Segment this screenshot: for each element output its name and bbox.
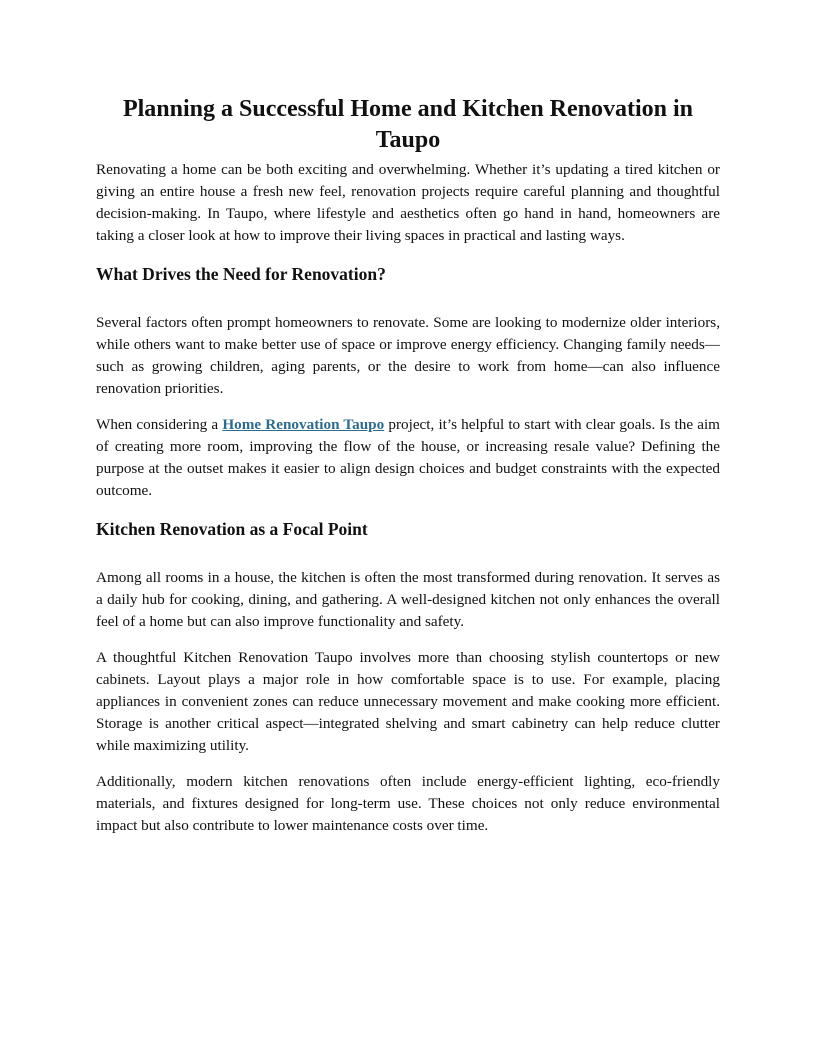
kitchen-layout-paragraph: A thoughtful Kitchen Renovation Taupo involves more than choosing stylish countertops or new cabinets. Layout plays a major role in how comfortable space is to use. For example, placing appliances in convenient zones can reduce unnecessary movement and make cooking more efficient. Storage is another critical aspect—integrated shelving and smart cabinetry can help reduce clutter while maximizing utility. — [96, 649, 720, 754]
goals-text-before-link: When considering a — [96, 416, 223, 433]
document-content — [96, 94, 720, 837]
home-renovation-goals-paragraph — [96, 414, 720, 502]
document-title: Planning a Successful Home and Kitchen Renovation in Taupo — [122, 96, 694, 153]
section-heading-kitchen-focal-point: Kitchen Renovation as a Focal Point — [96, 519, 368, 539]
intro-paragraph: Renovating a home can be both exciting and overwhelming. Whether it’s updating a tired kitchen or giving an entire house a fresh new feel, renovation projects require careful planning and thoughtful decision-making. In Taupo, where lifestyle and aesthetics often go hand in hand, homeowners are taking a closer look at how to improve their living spaces in practical and lasting ways. — [96, 161, 720, 244]
home-renovation-taupo-link[interactable]: Home Renovation Taupo — [222, 416, 385, 433]
kitchen-hub-paragraph: Among all rooms in a house, the kitchen is often the most transformed during renovation. It serves as a daily hub for cooking, dining, and gathering. A well-designed kitchen not only enhances the overall feel of a home but can also improve functionality and safety. — [96, 569, 720, 630]
renovation-drivers-paragraph: Several factors often prompt homeowners to renovate. Some are looking to modernize older interiors, while others want to make better use of space or improve energy efficiency. Changing family needs—such as growing children, aging parents, or the desire to work from home—can also influence renovation priorities. — [96, 314, 720, 397]
kitchen-efficiency-paragraph: Additionally, modern kitchen renovations often include energy-efficient lighting, eco-friendly materials, and fixtures designed for long-term use. These choices not only reduce environmental impact but also contribute to lower maintenance costs over time. — [96, 773, 720, 834]
goals-text-after-link: project, it’s helpful to start with clear goals. Is the aim of creating more room, improving the flow of the house, or increasing resale value? Defining the purpose at the outset makes it easier to align design choices and budget constraints with the expected outcome. — [96, 416, 720, 499]
section-heading-renovation-drivers: What Drives the Need for Renovation? — [96, 264, 386, 284]
